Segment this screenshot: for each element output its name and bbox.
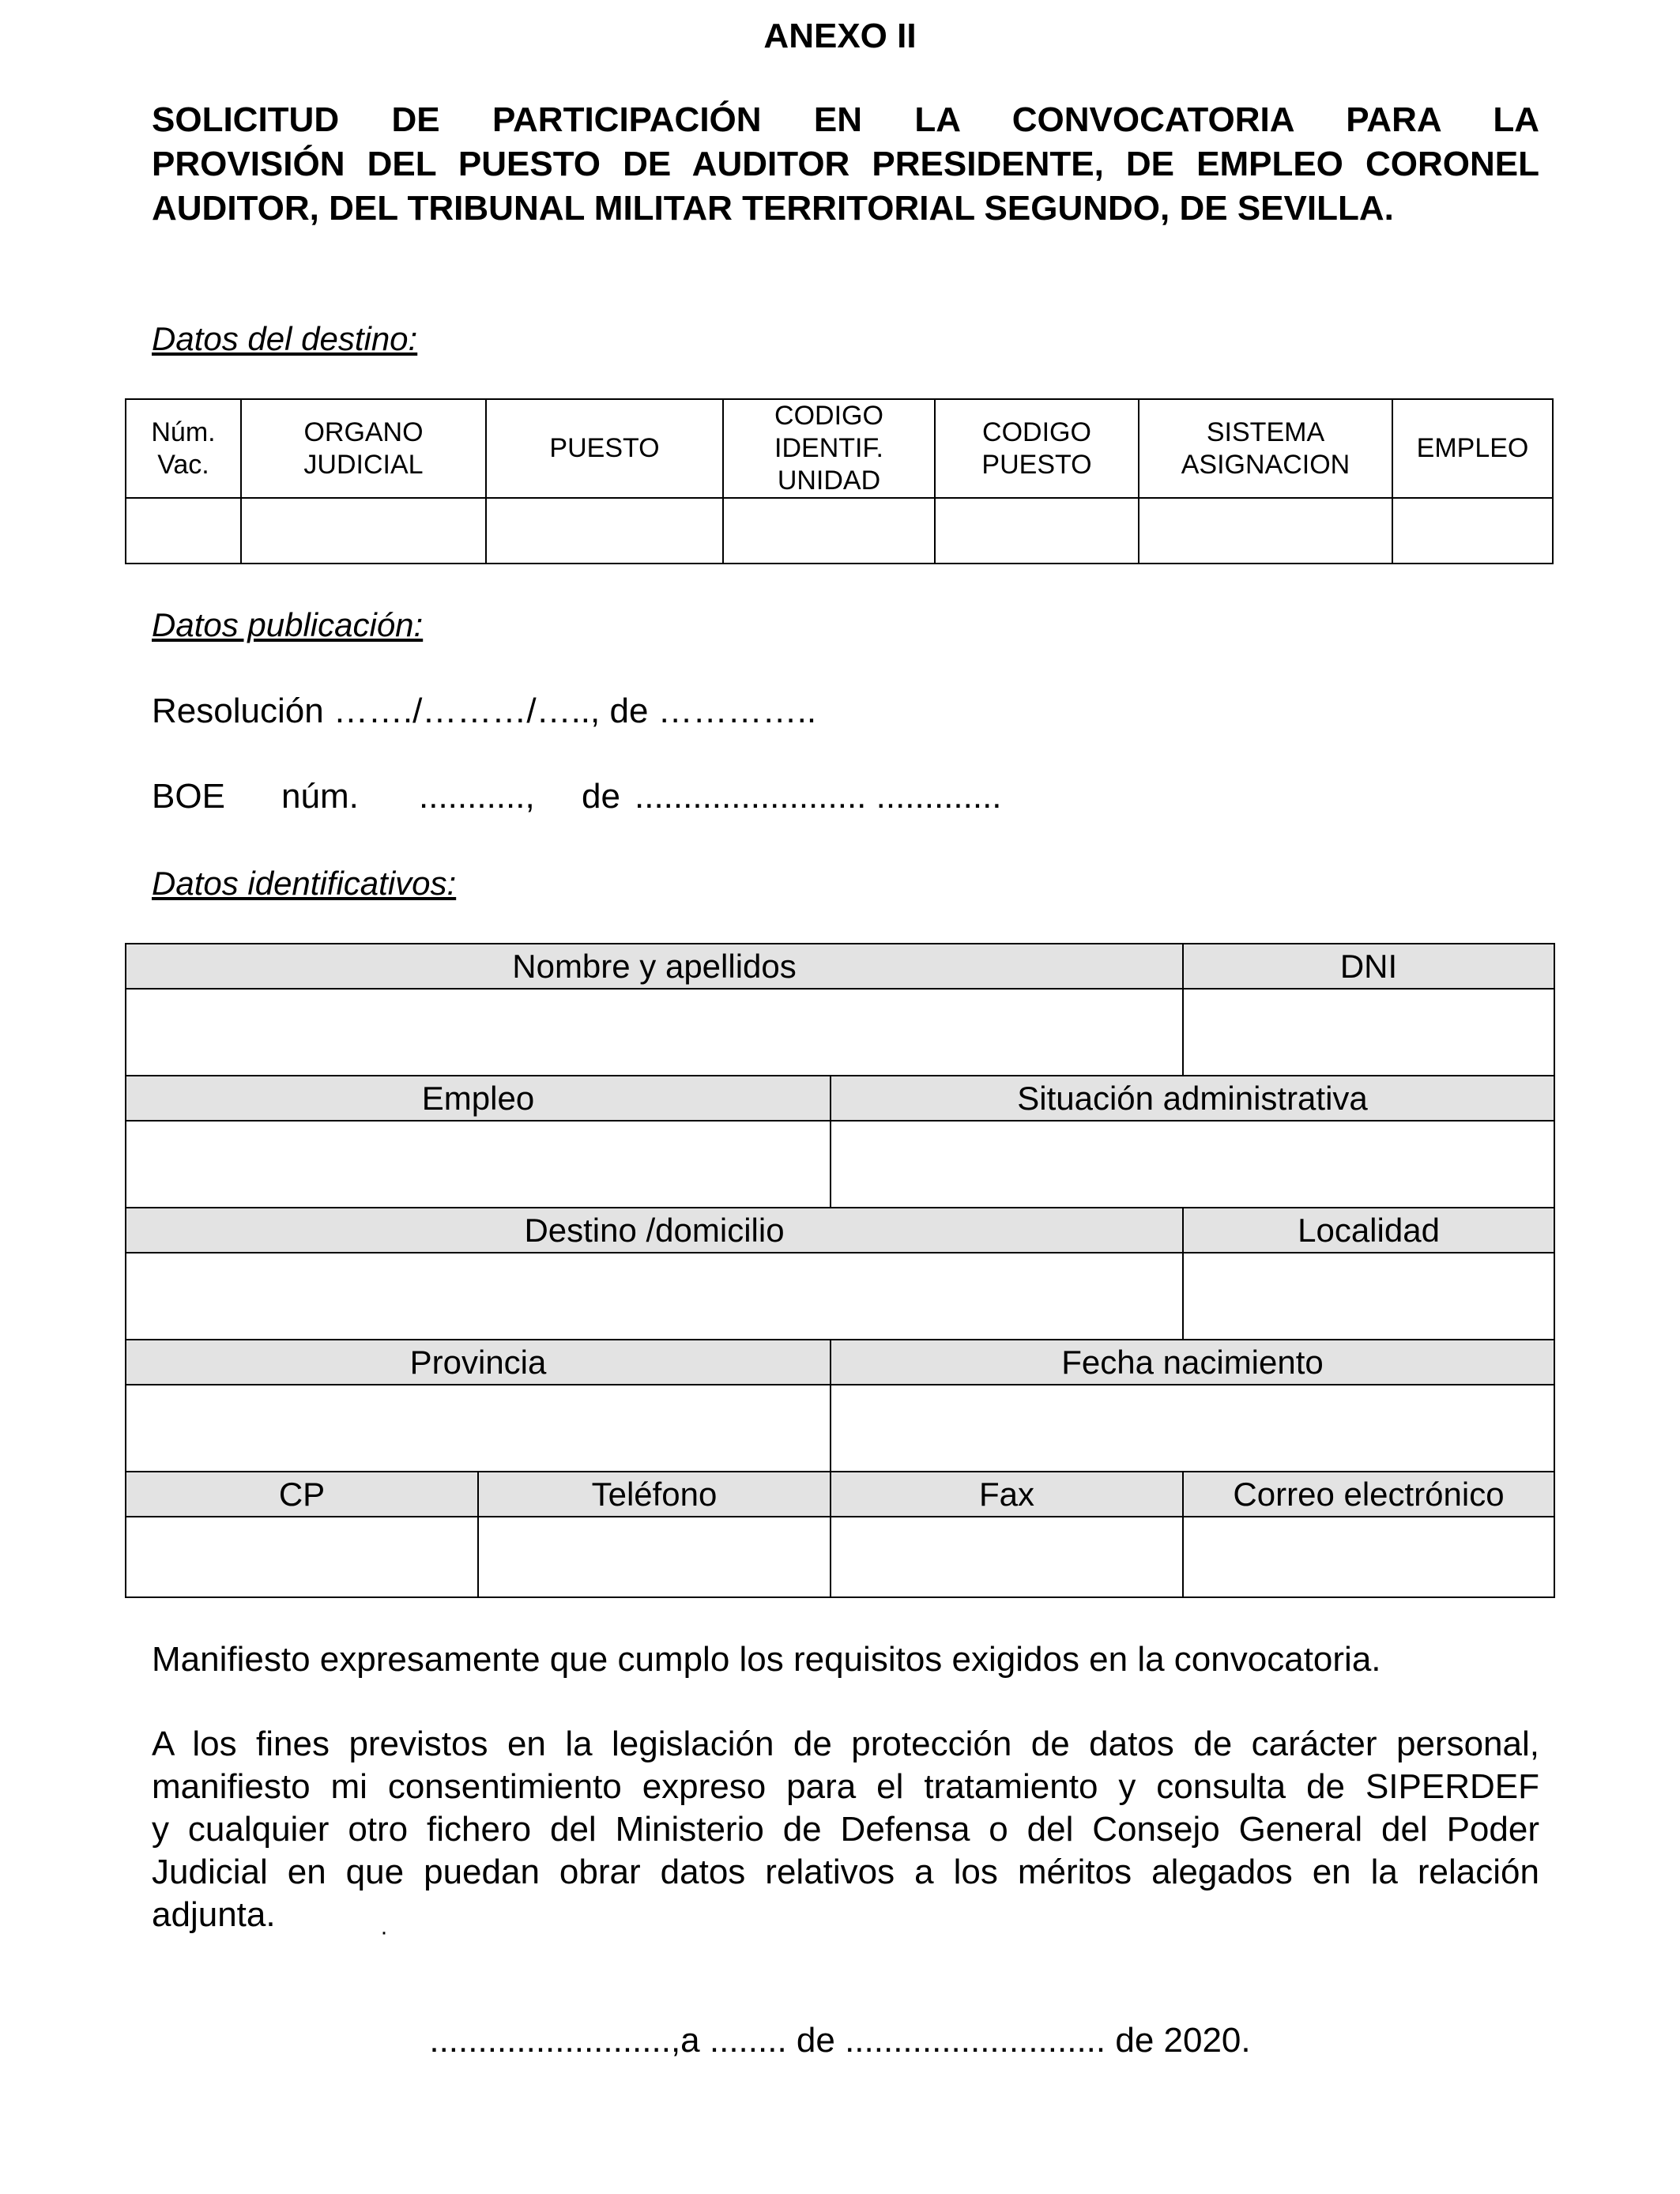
destination-table <box>125 398 1554 564</box>
dni-label: DNI <box>1183 944 1554 989</box>
fax-field[interactable] <box>831 1517 1183 1597</box>
nombre-apellidos-label: Nombre y apellidos <box>126 944 1183 989</box>
organo-judicial-field[interactable] <box>241 498 486 564</box>
col-sistema-asignacion: SISTEMA ASIGNACION <box>1139 399 1392 498</box>
correo-electronico-label: Correo electrónico <box>1183 1472 1554 1517</box>
col-codigo-puesto: CODIGO PUESTO <box>935 399 1139 498</box>
empleo-destino-field[interactable] <box>1392 498 1553 564</box>
boe-date-dots: ........................ ............. <box>635 777 1002 816</box>
col-codigo-identif-unidad: CODIGO IDENTIF. UNIDAD <box>723 399 935 498</box>
identification-section-heading: Datos identificativos: <box>152 865 457 902</box>
localidad-field[interactable] <box>1183 1253 1554 1340</box>
stray-mark: · <box>380 1919 388 1945</box>
provincia-label: Provincia <box>126 1340 831 1385</box>
consent-line: Judicial en que puedan obrar datos relativos a los méritos alegados en la relación <box>152 1853 1539 1891</box>
consent-line: y cualquier otro fichero del Ministerio de Defensa o del Consejo General del Poder <box>152 1810 1539 1849</box>
sistema-asignacion-field[interactable] <box>1139 498 1392 564</box>
boe-de-label: de <box>582 777 620 816</box>
empleo-label: Empleo <box>126 1076 831 1121</box>
destination-section-heading: Datos del destino: <box>152 320 418 357</box>
document-title <box>152 98 1539 231</box>
cp-field[interactable] <box>126 1517 478 1597</box>
boe-num-label: núm. <box>281 777 359 816</box>
num-vac-field[interactable] <box>126 498 241 564</box>
title-line: SOLICITUD DE PARTICIPACIÓN EN LA CONVOCATORIA PARA LA <box>152 100 1539 139</box>
destination-header-row <box>126 399 1553 498</box>
publication-section-heading: Datos publicación: <box>152 606 424 643</box>
localidad-label: Localidad <box>1183 1208 1554 1253</box>
codigo-puesto-field[interactable] <box>935 498 1139 564</box>
declaration-text: Manifiesto expresamente que cumplo los requisitos exigidos en la convocatoria. <box>152 1640 1381 1679</box>
puesto-field[interactable] <box>486 498 723 564</box>
col-puesto: PUESTO <box>486 399 723 498</box>
fax-label: Fax <box>831 1472 1183 1517</box>
empleo-field[interactable] <box>126 1121 831 1208</box>
boe-label: BOE <box>152 777 225 816</box>
consent-paragraph <box>152 1723 1539 1936</box>
nombre-apellidos-field[interactable] <box>126 989 1183 1076</box>
resolution-line: Resolución ……./………/….., de ………….. <box>152 692 817 730</box>
situacion-administrativa-label: Situación administrativa <box>831 1076 1554 1121</box>
destination-input-row <box>126 498 1553 564</box>
col-empleo: EMPLEO <box>1392 399 1553 498</box>
situacion-administrativa-field[interactable] <box>831 1121 1554 1208</box>
telefono-field[interactable] <box>478 1517 831 1597</box>
provincia-field[interactable] <box>126 1385 831 1472</box>
codigo-identif-unidad-field[interactable] <box>723 498 935 564</box>
cp-label: CP <box>126 1472 478 1517</box>
consent-line: adjunta. <box>152 1895 276 1934</box>
fecha-nacimiento-label: Fecha nacimiento <box>831 1340 1554 1385</box>
annex-title: ANEXO II <box>763 17 917 55</box>
boe-num-dots: ..........., <box>419 777 535 816</box>
title-line: AUDITOR, DEL TRIBUNAL MILITAR TERRITORIAL SEGUNDO, DE SEVILLA. <box>152 189 1394 228</box>
consent-line: A los fines previstos en la legislación de protección de datos de carácter personal, <box>152 1725 1539 1763</box>
title-line: PROVISIÓN DEL PUESTO DE AUDITOR PRESIDENTE, DE EMPLEO CORONEL <box>152 145 1539 183</box>
dni-field[interactable] <box>1183 989 1554 1076</box>
fecha-nacimiento-field[interactable] <box>831 1385 1554 1472</box>
boe-line <box>0 776 1680 817</box>
destino-domicilio-label: Destino /domicilio <box>126 1208 1183 1253</box>
telefono-label: Teléfono <box>478 1472 831 1517</box>
identification-table <box>125 943 1555 1598</box>
closing-date-line: .........................,a ........ de ........................... de 2020. <box>429 2021 1251 2060</box>
correo-electronico-field[interactable] <box>1183 1517 1554 1597</box>
col-num-vac: Núm. Vac. <box>126 399 241 498</box>
destino-domicilio-field[interactable] <box>126 1253 1183 1340</box>
consent-line: manifiesto mi consentimiento expreso para el tratamiento y consulta de SIPERDEF <box>152 1767 1539 1806</box>
col-organo-judicial: ORGANO JUDICIAL <box>241 399 486 498</box>
